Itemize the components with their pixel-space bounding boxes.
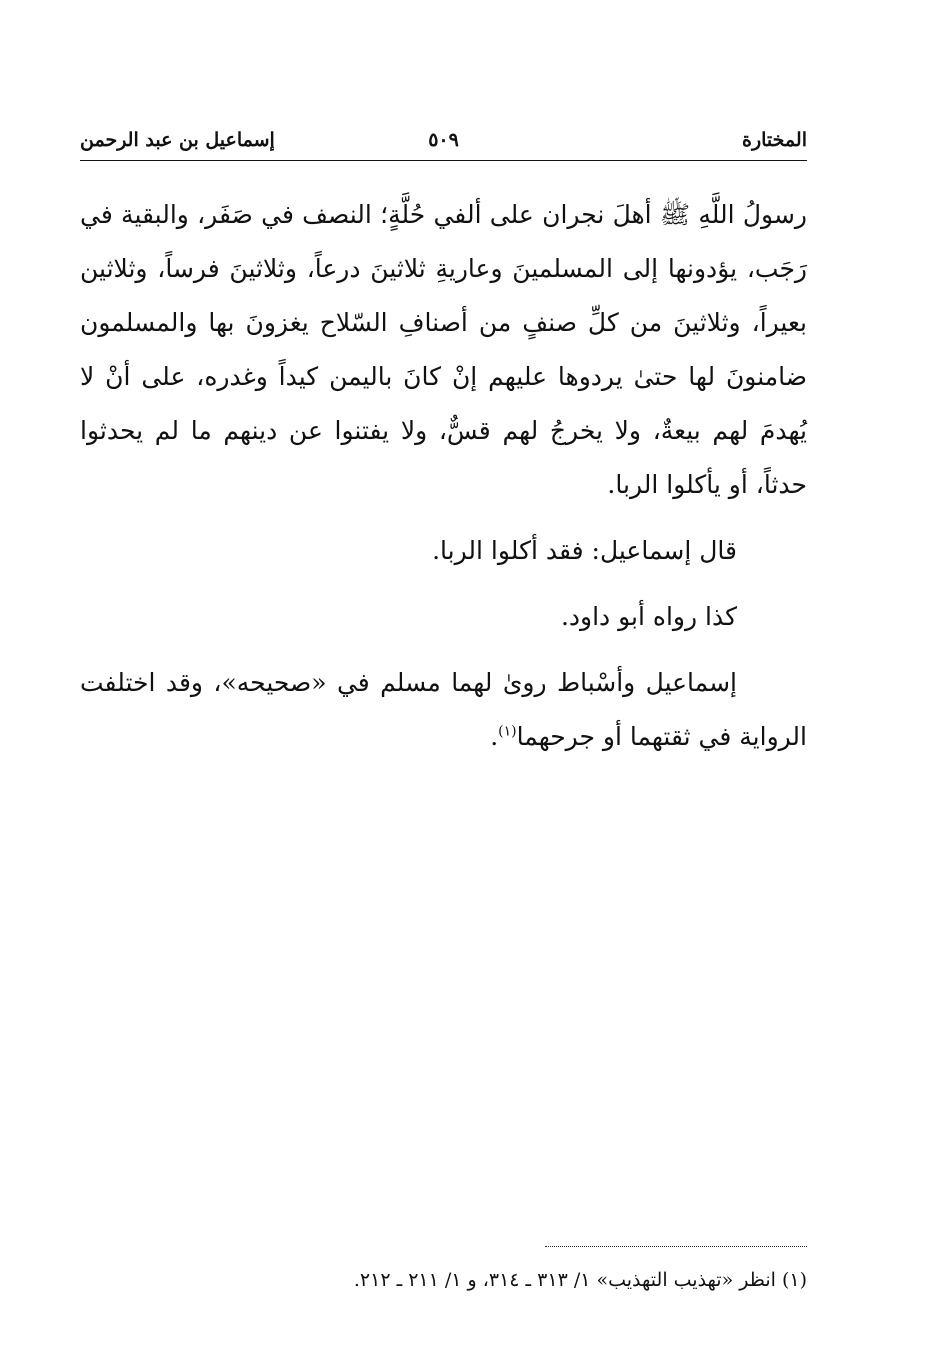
header-rule bbox=[80, 160, 807, 161]
paragraph-hadith: رسولُ اللَّهِ ﷺ أهلَ نجران على ألفي حُلَّةٍ؛ النصف في صَفَر، والبقية في رَجَب، يؤدونها إلى المسلمينَ وعاريةِ ثلاثينَ درعاً، وثلاثينَ فرساً، وثلاثين بعيراً، وثلاثينَ من كلِّ صنفٍ من أصنافِ السّلاح يغزونَ بها والمسلمون ضامنونَ لها حتىٰ يردوها عليهم إنْ كانَ باليمن كيداً وغدره، على أنْ لا يُهدمَ لهم بيعةٌ، ولا يخرجُ لهم قسٌّ، ولا يفتنوا عن دينهم ما لم يحدثوا حدثاً، أو يأكلوا الربا. bbox=[80, 200, 807, 499]
main-text bbox=[80, 188, 807, 764]
footnote: (١) انظر «تهذيب التهذيب» ١/ ٣١٣ ـ ٣١٤، و ١/ ٢١١ ـ ٢١٢. bbox=[353, 1269, 807, 1291]
running-head bbox=[80, 124, 807, 156]
paragraph-ismail-quote: قال إسماعيل: فقد أكلوا الربا. bbox=[432, 536, 737, 565]
narrators-note-end: . bbox=[490, 722, 499, 751]
paragraph-narrators-note bbox=[80, 656, 807, 764]
narrators-note-text: إسماعيل وأسْباط روىٰ لهما مسلم في «صحيحه»، وقد اختلفت الرواية في ثقتهما أو جرحهما bbox=[80, 668, 807, 751]
book-title: المختارة bbox=[742, 129, 807, 151]
page-number: ٥٠٩ bbox=[428, 129, 459, 151]
footnote-reference[interactable]: (١) bbox=[498, 723, 517, 740]
footnote-separator bbox=[545, 1246, 807, 1247]
paragraph-abu-dawud: كذا رواه أبو داود. bbox=[560, 602, 737, 631]
chapter-name: إسماعيل بن عبد الرحمن bbox=[80, 129, 275, 151]
